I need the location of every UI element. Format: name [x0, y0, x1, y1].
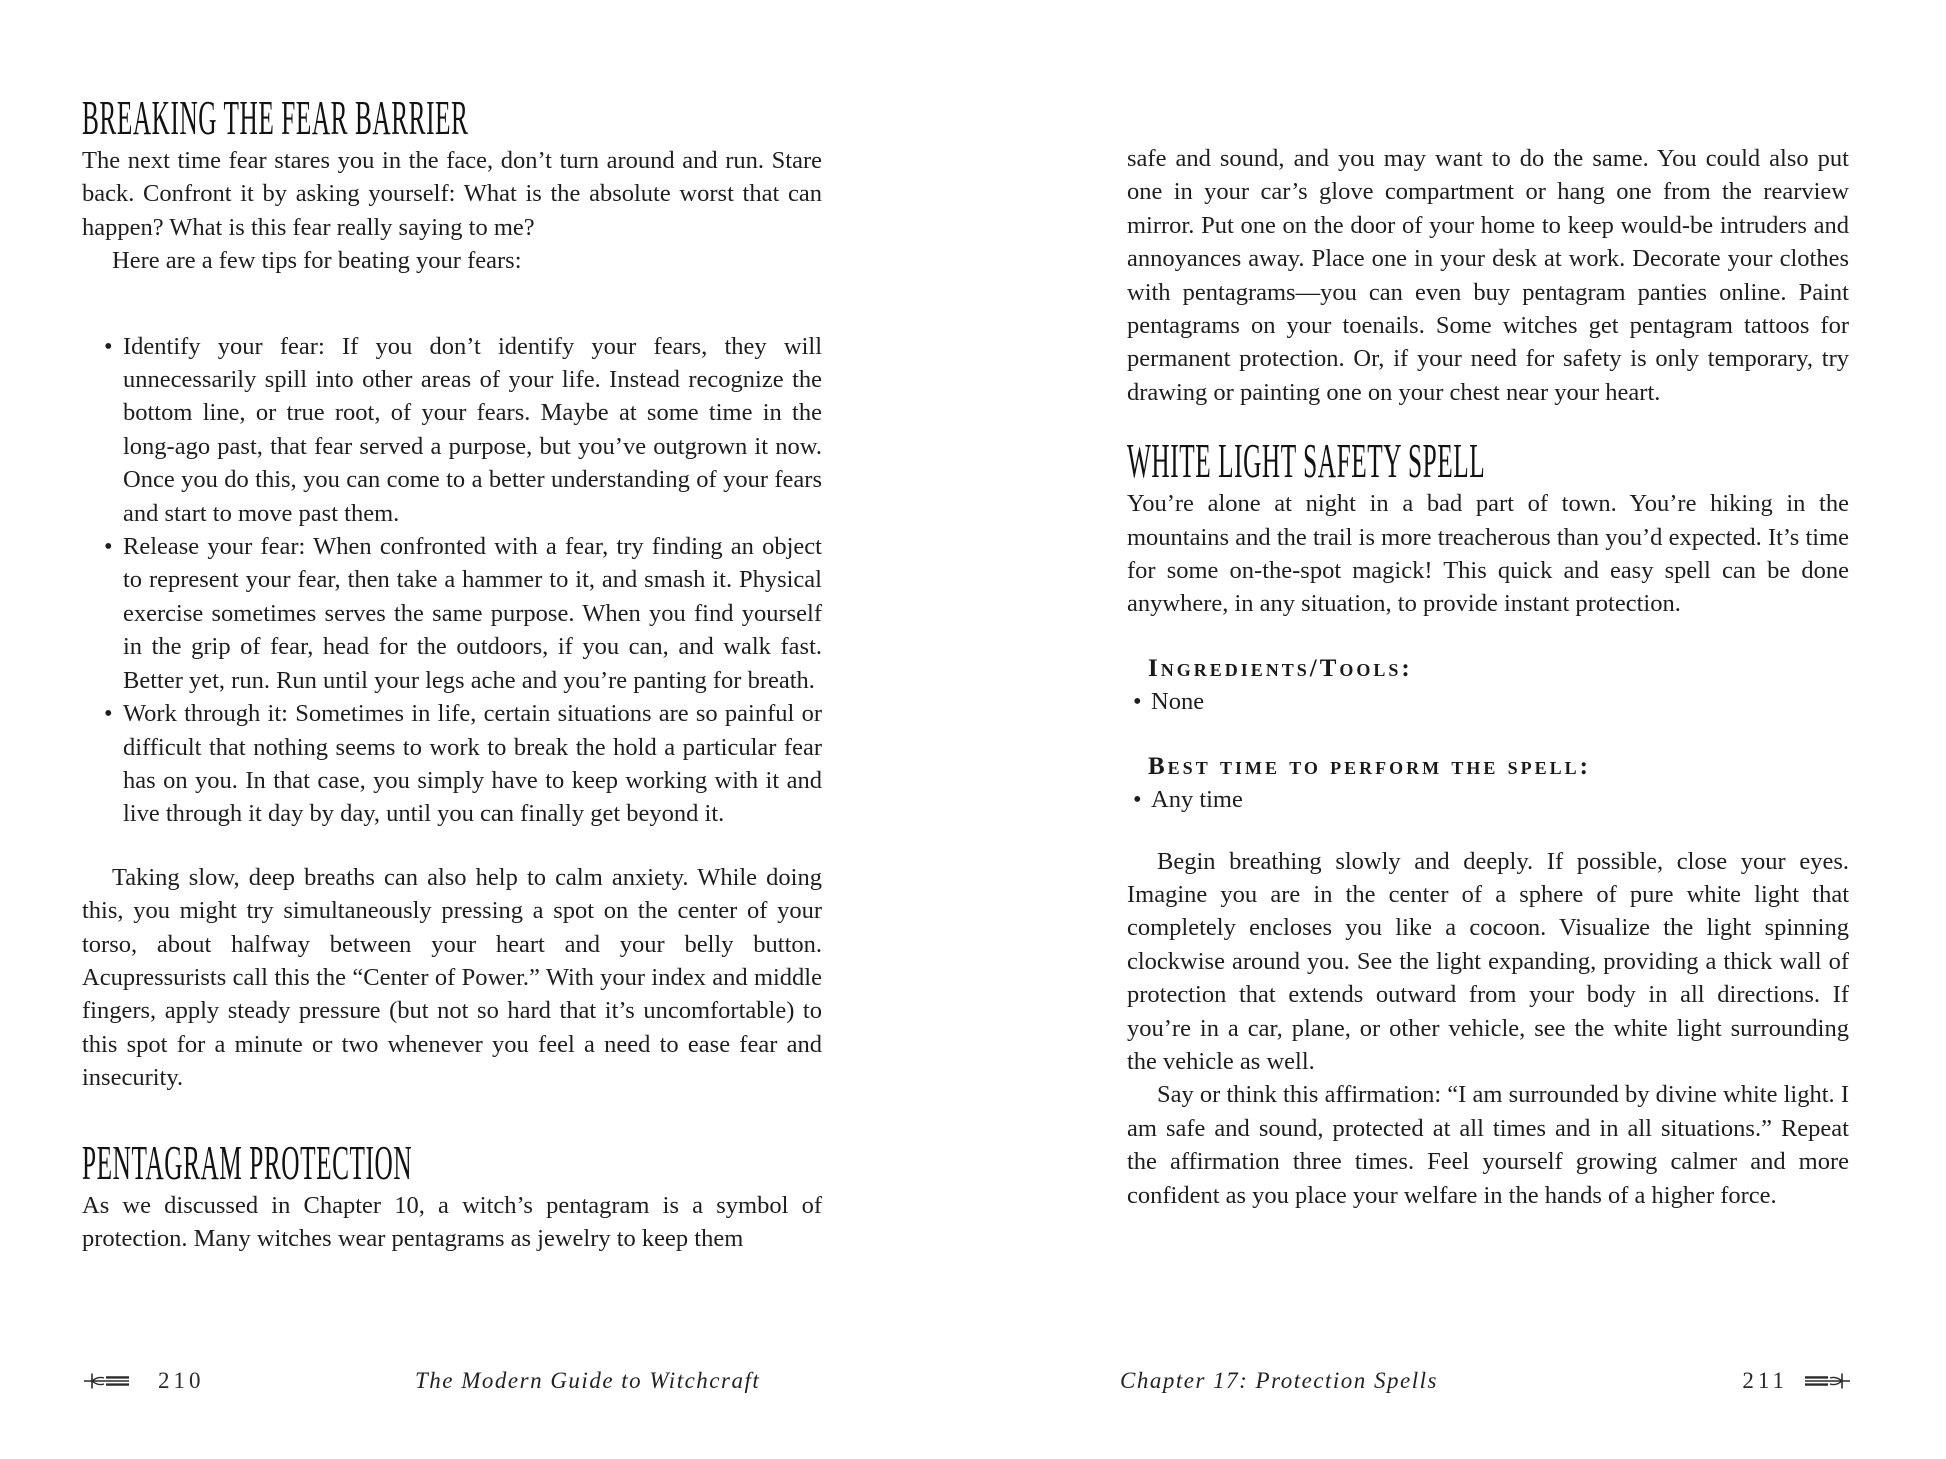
section-heading-text: WHITE LIGHT SAFETY SPELL: [1127, 433, 1486, 488]
section-heading-text: PENTAGRAM PROTECTION: [82, 1135, 413, 1190]
best-time-list: [1127, 783, 1849, 816]
pentagram-continuation-paragraph: safe and sound, and you may want to do the same. You could also put one in your car’s glove compartment or hang one from the rearview mirror. Put one on the door of your home to keep would-be intruders and annoyances away. Place one in your desk at work. Decorate your clothes with pentagrams—you can even buy pentagram panties online. Paint pentagrams on your toenails. Some witches get pentagram tattoos for permanent protection. Or, if your need for safety is only temporary, try drawing or painting one on your chest near your heart.: [1127, 145, 1849, 406]
fear-intro-paragraph: The next time fear stares you in the face, don’t turn around and run. Stare back. Confront it by asking yourself: What is the absolute worst that can happen? What is this fear really saying to me?: [82, 147, 822, 241]
list-item: • None: [1127, 685, 1849, 718]
fear-tips-list: [82, 330, 822, 831]
fear-tips-lead: Here are a few tips for beating your fears:: [112, 247, 522, 275]
list-item: • Identify your fear: If you don’t identify your fears, they will unnecessarily spill into other areas of your life. Instead recognize the bottom line, or true root, of your fears. Maybe at some time in the long-ago past, that fear served a purpose, but you’ve outgrown it now. Once you do this, you can come to a better understanding of your fears and start to move past them.: [82, 330, 822, 530]
spell-affirmation-paragraph: Say or think this affirmation: “I am surrounded by divine white light. I am safe and sound, protected at all times and in all situations.” Repeat the affirmation three times. Feel yourself growing calmer and more confident as you place your welfare in the hands of a higher force.: [1127, 1081, 1849, 1209]
spell-instructions-paragraph: Begin breathing slowly and deeply. If possible, close your eyes. Imagine you are in the center of a sphere of pure white light that completely encloses you like a cocoon. Visualize the light spinning clockwise around you. See the light expanding, providing a thick wall of protection that extends outward from your body in all directions. If you’re in a car, plane, or other vehicle, see the white light surrounding the vehicle as well.: [1127, 847, 1849, 1075]
page-number: 210: [158, 1368, 205, 1393]
fear-closing-paragraph: Taking slow, deep breaths can also help to calm anxiety. While doing this, you might try simultaneously pressing a spot on the center of your torso, about halfway between your heart and your belly button. Acupressurists call this the “Center of Power.” With your index and middle fingers, apply steady pressure (but not so hard that it’s uncomfortable) to this spot for a minute or two whenever you feel a need to ease fear and insecurity.: [82, 863, 822, 1092]
pentagram-paragraph: As we discussed in Chapter 10, a witch’s pentagram is a symbol of protection. Many witches wear pentagrams as jewelry to keep them: [82, 1191, 822, 1252]
right-page: [1127, 96, 1849, 1212]
section-heading-white-light: [1127, 433, 1849, 488]
ingredients-list: [1127, 685, 1849, 718]
section-heading-breaking-fear: [82, 90, 822, 145]
section-heading-text: BREAKING THE FEAR BARRIER: [82, 90, 469, 145]
arrow-ornament-icon: [82, 1372, 132, 1390]
left-page: [82, 90, 822, 1255]
best-time-subhead: Best time to perform the spell:: [1148, 752, 1591, 780]
ingredients-subhead: Ingredients/Tools:: [1148, 654, 1413, 682]
arrow-ornament-icon: [1802, 1372, 1852, 1390]
spell-intro-paragraph: You’re alone at night in a bad part of town. You’re hiking in the mountains and the trail is more treacherous than you’d expected. It’s time for some on-the-spot magick! This quick and easy spell can be done anywhere, in any situation, to provide instant protection.: [1127, 490, 1849, 618]
page-number: 211: [1742, 1368, 1788, 1393]
section-heading-pentagram: [82, 1135, 822, 1190]
book-title-footer: The Modern Guide to Witchcraft: [415, 1368, 761, 1393]
right-page-footer: [1120, 1363, 1852, 1399]
right-folio-group: [1742, 1368, 1852, 1394]
list-item: • Release your fear: When confronted with a fear, try finding an object to represent your fear, then take a hammer to it, and smash it. Physical exercise sometimes serves the same purpose. When you find yourself in the grip of fear, head for the outdoors, if you can, and walk fast. Better yet, run. Run until your legs ache and you’re panting for breath.: [82, 530, 822, 697]
list-item: • Work through it: Sometimes in life, certain situations are so painful or difficult that nothing seems to work to break the hold a particular fear has on you. In that case, you simply have to keep working with it and live through it day by day, until you can finally get beyond it.: [82, 697, 822, 831]
chapter-title-footer: Chapter 17: Protection Spells: [1120, 1368, 1438, 1393]
left-page-footer: [82, 1363, 822, 1399]
list-item: • Any time: [1127, 783, 1849, 816]
